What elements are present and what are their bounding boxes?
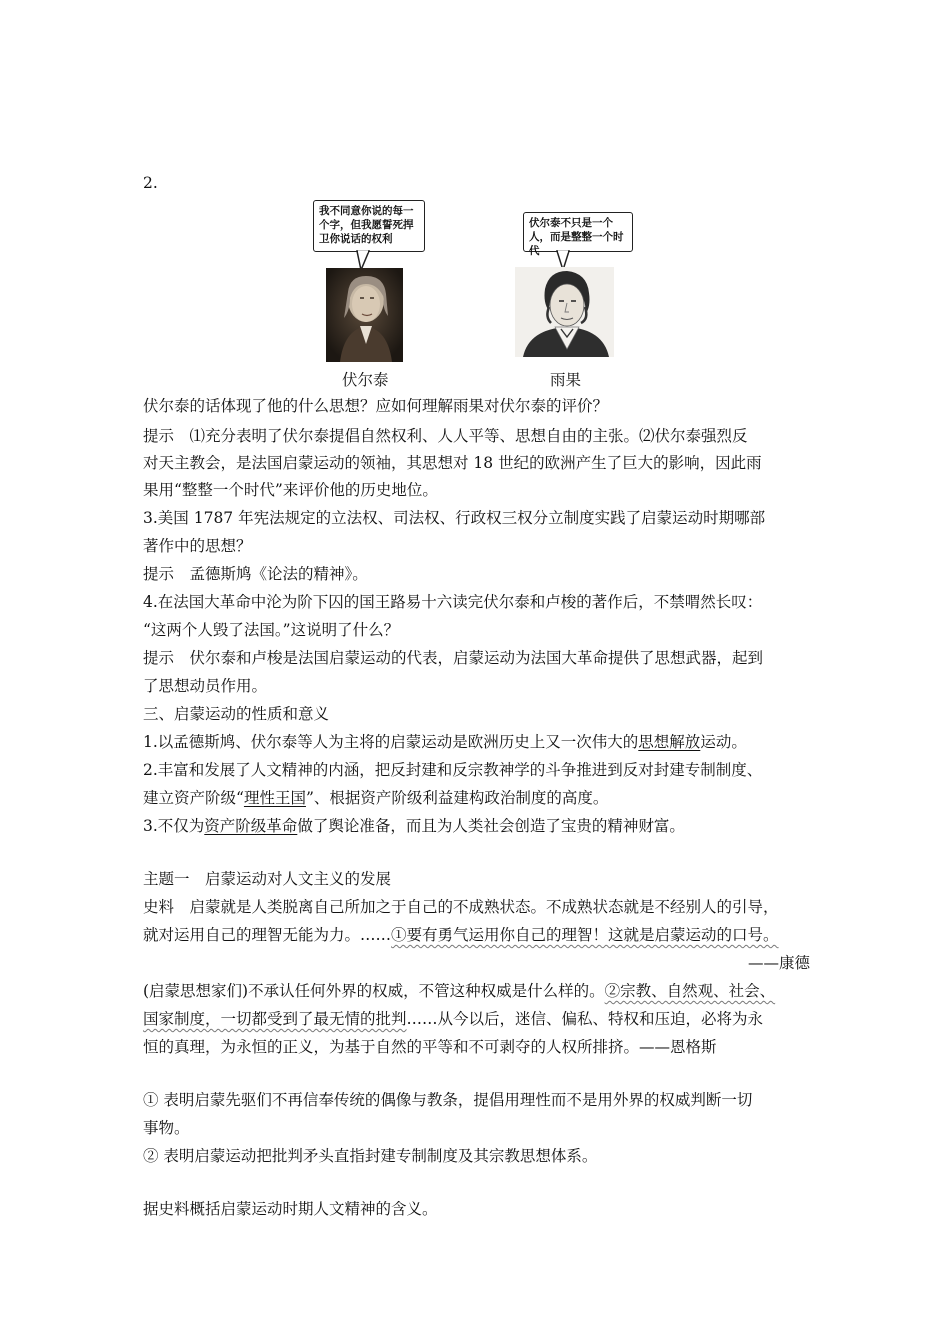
q2-question: 伏尔泰的话体现了他的什么思想？应如何理解雨果对伏尔泰的评价？ (143, 397, 609, 415)
underlined-term: 思想解放 (638, 733, 701, 751)
underlined-term: 资产阶级革命 (204, 817, 298, 835)
q4-hint-line-1: 提示 伏尔泰和卢梭是法国启蒙运动的代表，启蒙运动为法国大革命提供了思想武器，起到 (143, 649, 764, 667)
source-line-2: 就对运用自己的理智无能为力。……①要有勇气运用你自己的理智！这就是启蒙运动的口号。 (143, 926, 779, 944)
wavy-underlined-text: 国家制度，一切都受到了最无情的批判 (143, 1010, 407, 1028)
significance-point-2-line-1: 2.丰富和发展了人文精神的内涵，把反封建和反宗教神学的斗争推进到反对封建专制制度、 (143, 761, 763, 779)
q4-hint-line-2: 了思想动员作用。 (143, 677, 268, 695)
q4-line-2: “这两个人毁了法国。”这说明了什么？ (143, 621, 400, 639)
source2-line-1: (启蒙思想家们)不承认任何外界的权威，不管这种权威是什么样的。②宗教、自然观、社会、 (143, 982, 776, 1000)
q3-hint: 提示 孟德斯鸠《论法的精神》。 (143, 565, 368, 583)
question-number: 2. (143, 174, 158, 192)
significance-point-2-line-2: 建立资产阶级“理性王国”、根据资产阶级利益建构政治制度的高度。 (143, 789, 609, 807)
topic-heading: 主题一 启蒙运动对人文主义的发展 (143, 870, 392, 888)
underlined-term: 理性王国 (243, 789, 306, 807)
q2-hint-line-1: 提示 ⑴充分表明了伏尔泰提倡自然权利、人人平等、思想自由的主张。⑵伏尔泰强烈反 (143, 427, 748, 445)
q3-line-1: 3.美国 1787 年宪法规定的立法权、司法权、行政权三权分立制度实践了启蒙运动时期哪部 (143, 509, 766, 527)
source2-line-3: 恒的真理，为永恒的正义，为基于自然的平等和不可剥夺的人权所排挤。——恩格斯 (143, 1038, 717, 1056)
q3-line-2: 著作中的思想？ (143, 537, 252, 555)
note-2: ② 表明启蒙运动把批判矛头直指封建专制制度及其宗教思想体系。 (143, 1147, 598, 1165)
significance-point-3: 3.不仅为资产阶级革命做了舆论准备，而且为人类社会创造了宝贵的精神财富。 (143, 817, 685, 835)
wavy-underlined-text: ②宗教、自然观、社会、 (604, 982, 776, 1000)
hugo-speech-bubble (523, 212, 633, 257)
hugo-portrait (515, 267, 614, 357)
voltaire-caption: 伏尔泰 (342, 371, 389, 389)
voltaire-quote: 我不同意你说的每一个字，但我愿誓死捍卫你说话的权利 (319, 205, 414, 245)
significance-point-1: 1.以孟德斯鸠、伏尔泰等人为主将的启蒙运动是欧洲历史上又一次伟大的思想解放运动。 (143, 733, 747, 751)
section-heading: 三、启蒙运动的性质和意义 (143, 705, 330, 723)
q2-hint-line-3: 果用“整整一个时代”来评价他的历史地位。 (143, 481, 438, 499)
source-line-1: 史料 启蒙就是人类脱离自己所加之于自己的不成熟状态。不成熟状态就是不经别人的引导， (143, 898, 779, 916)
q4-line-1: 4.在法国大革命中沦为阶下囚的国王路易十六读完伏尔泰和卢梭的著作后，不禁喟然长叹： (143, 593, 763, 611)
q2-hint-line-2: 对天主教会，是法国启蒙运动的领袖，其思想对 18 世纪的欧洲产生了巨大的影响，因此雨 (143, 454, 762, 472)
voltaire-speech-bubble (313, 200, 425, 252)
hugo-quote: 伏尔泰不只是一个人，而是整整一个时代 (529, 217, 624, 257)
source2-line-2: 国家制度，一切都受到了最无情的批判……从今以后，迷信、偏私、特权和压迫，必将为永 (143, 1010, 764, 1028)
wavy-underlined-text: ①要有勇气运用你自己的理智！这就是启蒙运动的口号。 (391, 926, 779, 944)
note-1-line-2: 事物。 (143, 1119, 190, 1137)
voltaire-portrait (326, 268, 403, 362)
note-1-line-1: ① 表明启蒙先驱们不再信奉传统的偶像与教条，提倡用理性而不是用外界的权威判断一切 (143, 1091, 753, 1109)
hugo-caption: 雨果 (550, 371, 582, 389)
kant-attribution: ——康德 (747, 954, 810, 972)
topic-question: 据史料概括启蒙运动时期人文精神的含义。 (143, 1200, 438, 1218)
